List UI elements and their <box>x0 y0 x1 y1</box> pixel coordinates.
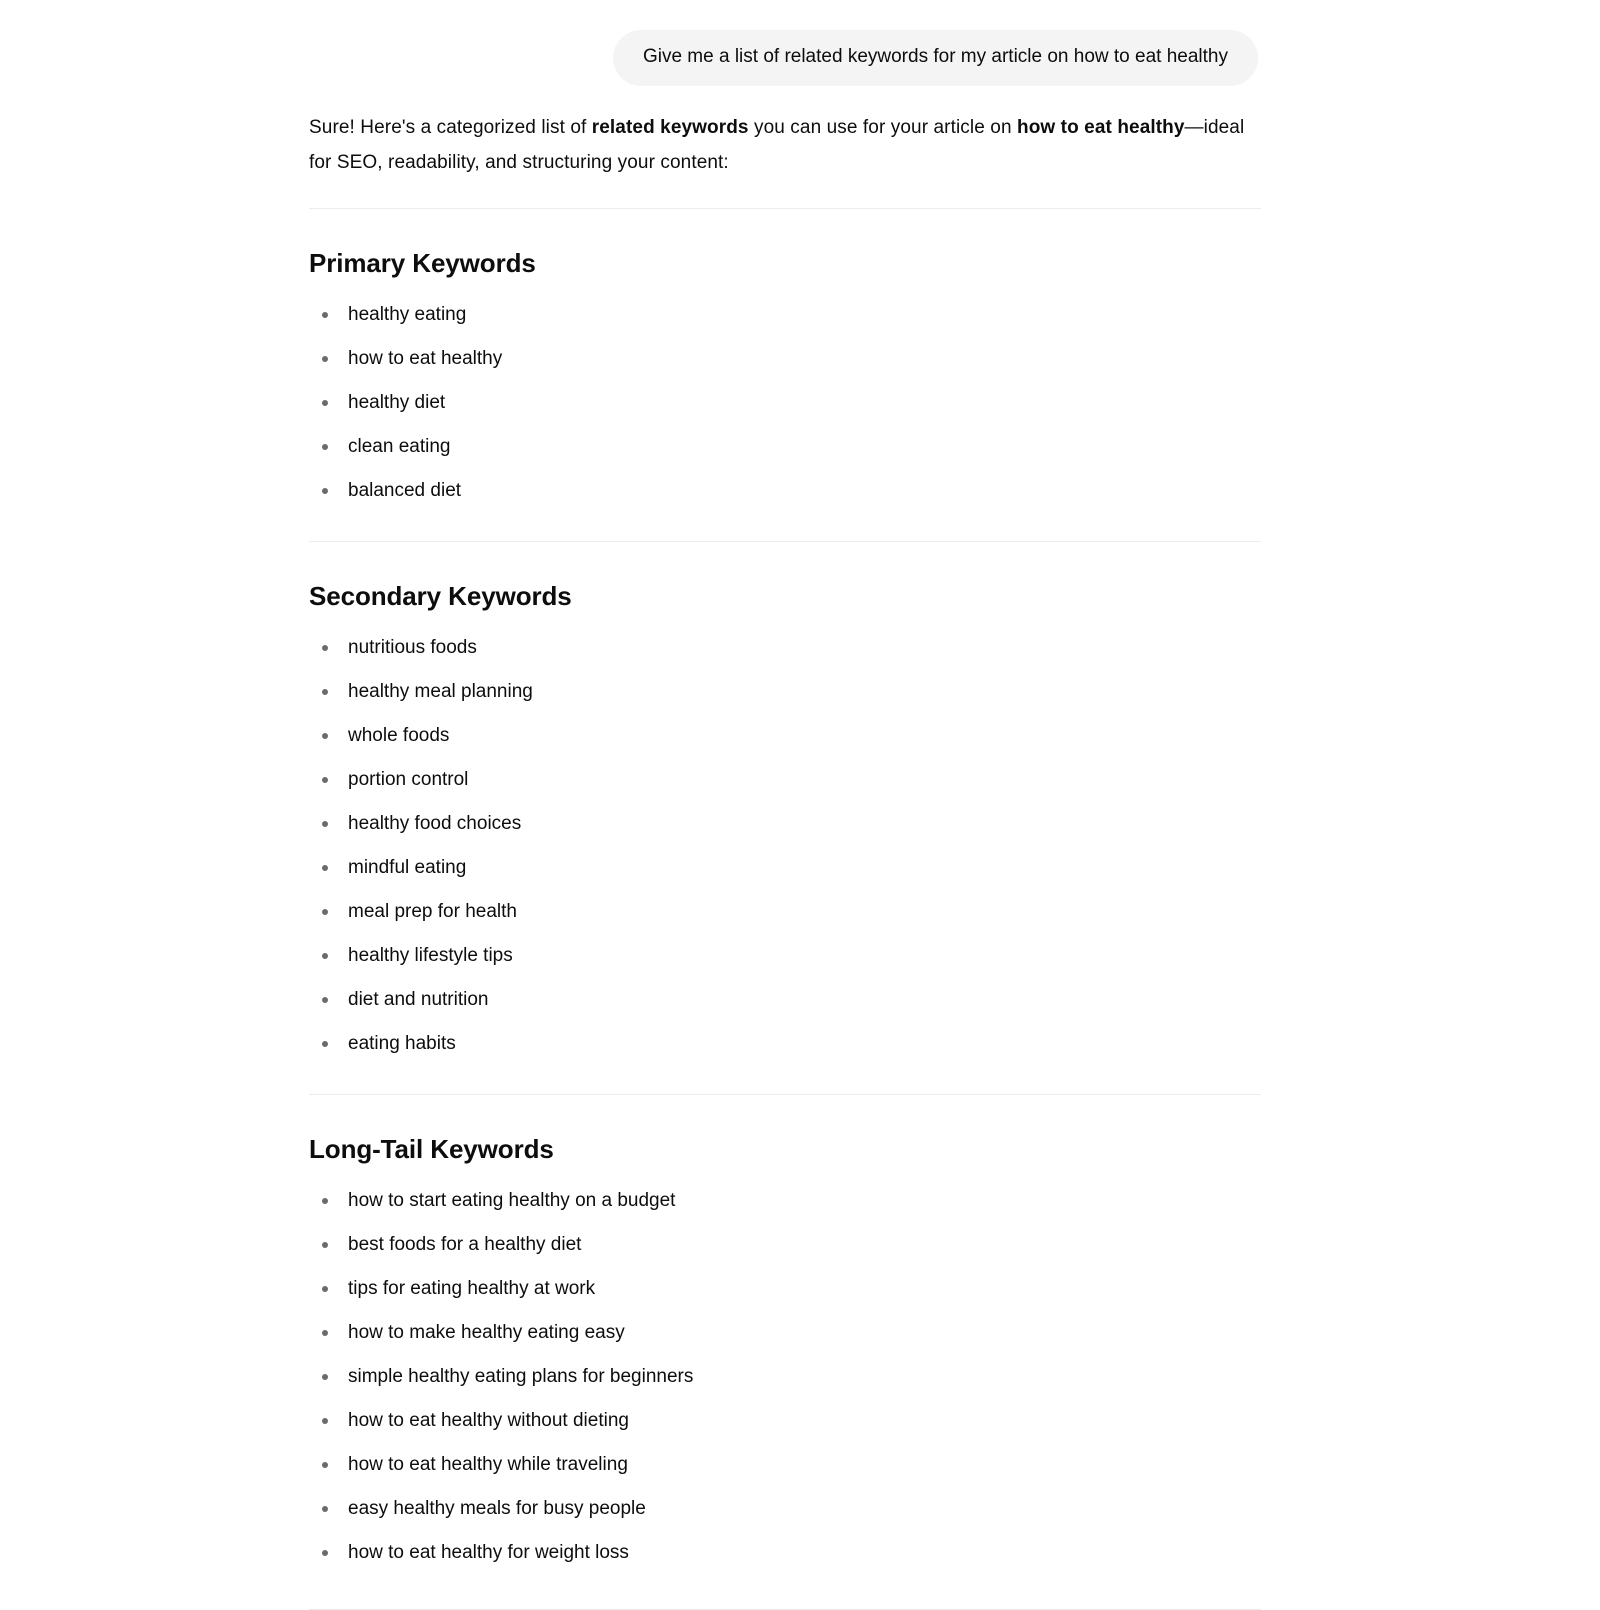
keyword-text: how to make healthy eating easy <box>348 1322 625 1343</box>
assistant-message <box>309 86 1261 1610</box>
list-item <box>309 714 1261 758</box>
section-heading: Secondary Keywords <box>309 581 572 611</box>
keyword-list <box>309 293 1261 513</box>
bullet-icon <box>322 733 328 739</box>
keyword-text: simple healthy eating plans for beginners <box>348 1366 694 1387</box>
bullet-icon <box>322 909 328 915</box>
keyword-text: healthy food choices <box>348 813 522 834</box>
keyword-text: eating habits <box>348 1033 456 1054</box>
section-divider <box>309 1094 1261 1095</box>
keyword-text: nutritious foods <box>348 637 477 658</box>
bullet-icon <box>322 1041 328 1047</box>
keyword-text: best foods for a healthy diet <box>348 1234 582 1255</box>
bullet-icon <box>322 356 328 362</box>
bullet-icon <box>322 1550 328 1556</box>
intro-text-part-2: you can use for your article on <box>748 117 1017 138</box>
bullet-icon <box>322 645 328 651</box>
bullet-icon <box>322 1374 328 1380</box>
bullet-icon <box>322 777 328 783</box>
keyword-text: whole foods <box>348 725 450 746</box>
bullet-icon <box>322 444 328 450</box>
list-item <box>309 1443 1261 1487</box>
intro-bold-how-to-eat-healthy: how to eat healthy <box>1017 117 1185 138</box>
keyword-text: easy healthy meals for busy people <box>348 1498 646 1519</box>
keyword-sections <box>309 208 1261 1610</box>
bullet-icon <box>322 689 328 695</box>
list-item <box>309 337 1261 381</box>
bullet-icon <box>322 953 328 959</box>
list-item <box>309 890 1261 934</box>
bullet-icon <box>322 1506 328 1512</box>
bullet-icon <box>322 488 328 494</box>
keyword-section <box>309 1133 1261 1581</box>
keyword-text: tips for eating healthy at work <box>348 1278 596 1299</box>
list-item <box>309 934 1261 978</box>
keyword-text: healthy eating <box>348 304 467 325</box>
list-item <box>309 626 1261 670</box>
keyword-text: portion control <box>348 769 469 790</box>
assistant-intro-paragraph <box>309 110 1261 180</box>
list-item <box>309 978 1261 1022</box>
list-item <box>309 1223 1261 1267</box>
bullet-icon <box>322 821 328 827</box>
keyword-text: how to start eating healthy on a budget <box>348 1190 676 1211</box>
list-item <box>309 1179 1261 1223</box>
list-item <box>309 1267 1261 1311</box>
keyword-list <box>309 626 1261 1066</box>
keyword-text: how to eat healthy for weight loss <box>348 1542 629 1563</box>
bullet-icon <box>322 865 328 871</box>
keyword-text: healthy lifestyle tips <box>348 945 513 966</box>
list-item <box>309 1022 1261 1066</box>
keyword-text: mindful eating <box>348 857 467 878</box>
bullet-icon <box>322 1198 328 1204</box>
keyword-text: how to eat healthy while traveling <box>348 1454 628 1475</box>
keyword-text: healthy meal planning <box>348 681 533 702</box>
list-item <box>309 1355 1261 1399</box>
user-message-row <box>0 0 1600 86</box>
keyword-text: balanced diet <box>348 480 462 501</box>
section-heading: Primary Keywords <box>309 248 536 278</box>
section-divider <box>309 541 1261 542</box>
intro-text-part-3: —ideal for SEO, readability, and structuring your content: <box>309 117 1245 173</box>
list-item <box>309 425 1261 469</box>
list-item <box>309 293 1261 337</box>
intro-bold-related-keywords: related keywords <box>591 117 749 138</box>
user-message-bubble: Give me a list of related keywords for my article on how to eat healthy <box>613 30 1258 86</box>
list-item <box>309 758 1261 802</box>
keyword-text: clean eating <box>348 436 451 457</box>
intro-text-part-1: Sure! Here's a categorized list of <box>309 117 592 138</box>
keyword-text: diet and nutrition <box>348 989 489 1010</box>
keyword-list <box>309 1179 1261 1575</box>
bullet-icon <box>322 1418 328 1424</box>
keyword-section <box>309 247 1261 513</box>
bullet-icon <box>322 1286 328 1292</box>
list-item <box>309 1487 1261 1531</box>
keyword-text: how to eat healthy <box>348 348 503 369</box>
bullet-icon <box>322 1330 328 1336</box>
list-item <box>309 1311 1261 1355</box>
bullet-icon <box>322 1462 328 1468</box>
list-item <box>309 1531 1261 1575</box>
bullet-icon <box>322 400 328 406</box>
bullet-icon <box>322 312 328 318</box>
bullet-icon <box>322 1242 328 1248</box>
list-item <box>309 670 1261 714</box>
keyword-text: meal prep for health <box>348 901 517 922</box>
list-item <box>309 846 1261 890</box>
bullet-icon <box>322 997 328 1003</box>
list-item <box>309 381 1261 425</box>
keyword-text: how to eat healthy without dieting <box>348 1410 629 1431</box>
section-heading: Long-Tail Keywords <box>309 1134 554 1164</box>
keyword-text: healthy diet <box>348 392 446 413</box>
list-item <box>309 802 1261 846</box>
section-divider <box>309 208 1261 209</box>
keyword-section <box>309 580 1261 1066</box>
list-item <box>309 469 1261 513</box>
list-item <box>309 1399 1261 1443</box>
